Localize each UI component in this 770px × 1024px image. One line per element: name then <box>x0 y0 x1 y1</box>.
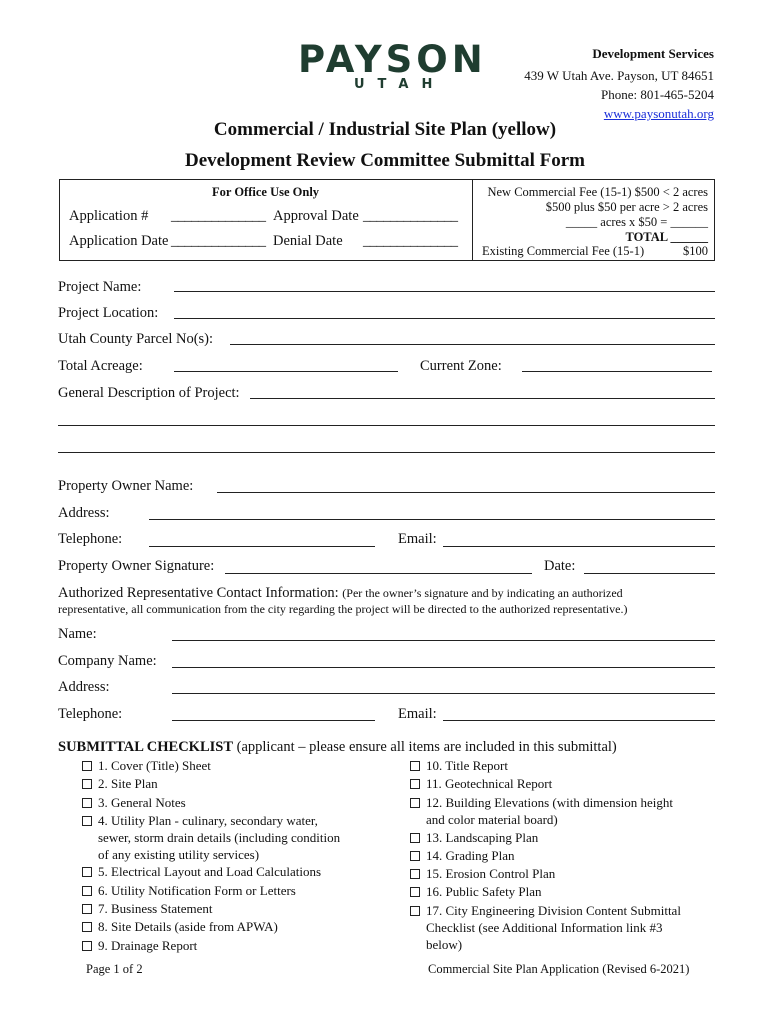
footer-form-name: Commercial Site Plan Application (Revised 6-2021) <box>428 962 690 976</box>
checkbox[interactable] <box>410 779 420 789</box>
denial-date-field[interactable]: ______________ <box>363 233 458 249</box>
checklist-item-17[interactable]: 17. City Engineering Division Content Submittal <box>410 902 681 919</box>
rep-company-line[interactable] <box>172 667 715 668</box>
total-acreage-line[interactable] <box>174 371 398 372</box>
checklist-item-6[interactable]: 6. Utility Notification Form or Letters <box>82 882 296 899</box>
checklist-item-14[interactable]: 14. Grading Plan <box>410 847 514 864</box>
checkbox[interactable] <box>410 887 420 897</box>
rep-email-line[interactable] <box>443 720 715 721</box>
fee-line-3[interactable]: _____ acres x $50 = ______ <box>565 215 708 229</box>
rep-telephone-line[interactable] <box>172 720 375 721</box>
approval-date-field[interactable]: ______________ <box>363 208 458 224</box>
owner-date-label: Date: <box>544 558 576 574</box>
checkbox[interactable] <box>410 761 420 771</box>
parcel-label: Utah County Parcel No(s): <box>58 331 214 347</box>
description-label: General Description of Project: <box>58 385 240 401</box>
checkbox[interactable] <box>82 816 92 826</box>
owner-name-line[interactable] <box>217 492 715 493</box>
checkbox[interactable] <box>82 779 92 789</box>
rep-heading-row <box>58 585 623 602</box>
project-name-line[interactable] <box>174 291 715 292</box>
description-line-2[interactable] <box>58 425 715 426</box>
rep-email-label: Email: <box>398 706 437 722</box>
owner-date-line[interactable] <box>584 573 715 574</box>
total-acreage-label: Total Acreage: <box>58 358 143 374</box>
checkbox[interactable] <box>410 869 420 879</box>
checklist-item-11[interactable]: 11. Geotechnical Report <box>410 775 552 792</box>
checklist-item-3[interactable]: 3. General Notes <box>82 794 186 811</box>
description-line-3[interactable] <box>58 452 715 453</box>
description-line-1[interactable] <box>250 398 715 399</box>
payson-logo-sub: UTAH <box>354 77 446 92</box>
denial-date-label: Denial Date <box>273 233 343 249</box>
owner-address-label: Address: <box>58 505 110 521</box>
project-location-label: Project Location: <box>58 305 159 321</box>
checklist-item-17-cont-1: Checklist (see Additional Information link #3 <box>426 920 663 935</box>
checklist-item-12[interactable]: 12. Building Elevations (with dimension height <box>410 794 673 811</box>
checkbox[interactable] <box>82 761 92 771</box>
rep-name-line[interactable] <box>172 640 715 641</box>
checkbox[interactable] <box>410 798 420 808</box>
checklist-item-7[interactable]: 7. Business Statement <box>82 900 212 917</box>
owner-email-line[interactable] <box>443 546 715 547</box>
rep-address-line[interactable] <box>172 693 715 694</box>
parcel-line[interactable] <box>230 344 715 345</box>
current-zone-label: Current Zone: <box>420 358 502 374</box>
checklist-item-16[interactable]: 16. Public Safety Plan <box>410 883 542 900</box>
current-zone-line[interactable] <box>522 371 712 372</box>
checkbox[interactable] <box>82 941 92 951</box>
rep-heading: Authorized Representative Contact Information: <box>58 585 339 601</box>
rep-note-2: representative, all communication from the city regarding the project will be directed to the authorized representative.) <box>58 602 628 616</box>
checklist-item-15[interactable]: 15. Erosion Control Plan <box>410 865 555 882</box>
page-number: Page 1 of 2 <box>86 962 143 976</box>
checklist-item-8[interactable]: 8. Site Details (aside from APWA) <box>82 918 278 935</box>
fee-line-1: New Commercial Fee (15-1) $500 < 2 acres <box>487 185 708 199</box>
form-title: Commercial / Industrial Site Plan (yellow) <box>213 119 557 140</box>
office-use-heading: For Office Use Only <box>212 185 320 199</box>
checklist-item-4-cont-1: sewer, storm drain details (including condition <box>98 830 341 845</box>
fee-total[interactable]: TOTAL ______ <box>625 230 708 244</box>
existing-fee-amount: $100 <box>683 244 708 258</box>
checkbox[interactable] <box>82 886 92 896</box>
contact-phone: Phone: 801-465-5204 <box>600 87 714 102</box>
application-date-field[interactable]: ______________ <box>171 233 266 249</box>
application-date-label: Application Date <box>69 233 169 249</box>
fee-line-2: $500 plus $50 per acre > 2 acres <box>545 200 708 214</box>
form-subtitle: Development Review Committee Submittal Form <box>185 150 585 171</box>
checklist-heading: SUBMITTAL CHECKLIST <box>58 739 233 755</box>
website-link[interactable]: www.paysonutah.org <box>603 106 714 121</box>
checklist-item-2[interactable]: 2. Site Plan <box>82 775 158 792</box>
owner-address-line[interactable] <box>149 519 715 520</box>
rep-note-1: (Per the owner’s signature and by indicating an authorized <box>342 586 623 600</box>
checkbox[interactable] <box>82 867 92 877</box>
office-fee-box <box>59 179 715 261</box>
payson-logo-word: PAYSON <box>298 38 487 81</box>
checkbox[interactable] <box>410 833 420 843</box>
rep-address-label: Address: <box>58 679 110 695</box>
contact-address: 439 W Utah Ave. Payson, UT 84651 <box>524 68 714 83</box>
existing-fee-label: Existing Commercial Fee (15-1) <box>482 244 645 258</box>
owner-telephone-line[interactable] <box>149 546 375 547</box>
approval-date-label: Approval Date <box>273 208 359 224</box>
checklist-item-17-cont-2: below) <box>426 937 463 952</box>
department-name: Development Services <box>592 46 714 61</box>
checkbox[interactable] <box>82 798 92 808</box>
project-name-label: Project Name: <box>58 279 142 295</box>
application-number-field[interactable]: ______________ <box>171 208 266 224</box>
checklist-item-5[interactable]: 5. Electrical Layout and Load Calculations <box>82 863 321 880</box>
checklist-heading-row <box>58 739 617 756</box>
checklist-item-12-cont: and color material board) <box>426 812 558 827</box>
checklist-heading-note: (applicant – please ensure all items are included in this submittal) <box>236 739 617 755</box>
rep-telephone-label: Telephone: <box>58 706 123 722</box>
contact-block <box>524 44 714 123</box>
owner-signature-line[interactable] <box>225 573 532 574</box>
owner-name-label: Property Owner Name: <box>58 478 194 494</box>
box-divider <box>472 180 473 260</box>
owner-email-label: Email: <box>398 531 437 547</box>
checklist-item-13[interactable]: 13. Landscaping Plan <box>410 829 538 846</box>
checkbox[interactable] <box>410 906 420 916</box>
application-number-label: Application # <box>69 208 149 224</box>
checklist-item-4[interactable]: 4. Utility Plan - culinary, secondary water, <box>82 812 318 829</box>
project-location-line[interactable] <box>174 318 715 319</box>
checkbox[interactable] <box>82 922 92 932</box>
rep-company-label: Company Name: <box>58 653 157 669</box>
checklist-item-10[interactable]: 10. Title Report <box>410 757 508 774</box>
rep-name-label: Name: <box>58 626 97 642</box>
checkbox[interactable] <box>82 904 92 914</box>
checklist-item-4-cont-2: of any existing utility services) <box>98 847 260 862</box>
checklist-item-1[interactable]: 1. Cover (Title) Sheet <box>82 757 211 774</box>
checkbox[interactable] <box>410 851 420 861</box>
owner-telephone-label: Telephone: <box>58 531 123 547</box>
owner-signature-label: Property Owner Signature: <box>58 558 215 574</box>
checklist-item-9[interactable]: 9. Drainage Report <box>82 937 197 954</box>
